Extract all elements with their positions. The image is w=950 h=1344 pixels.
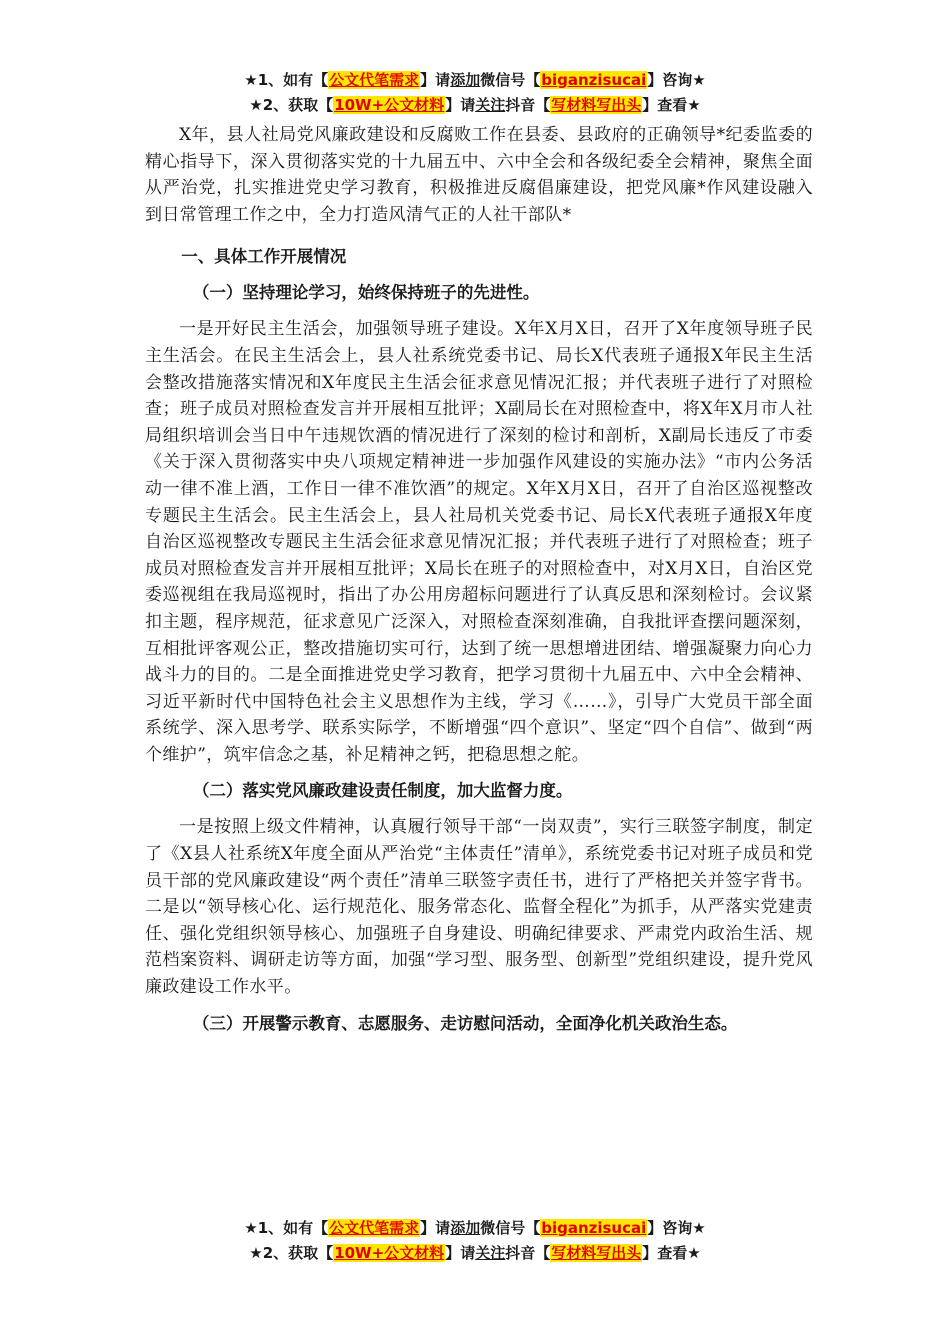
promo-highlight: 公文代笔需求 [329, 71, 420, 89]
promo-text: 】咨询★ [647, 71, 706, 89]
section-heading: 一、具体工作开展情况 [181, 247, 347, 267]
promo-line-1 [0, 68, 950, 93]
promo-text: ★2、获取【 [249, 96, 334, 114]
document-body [145, 122, 813, 1047]
promo-text: 微信号【 [480, 71, 541, 89]
promo-banner-top [0, 68, 950, 118]
promo-text: 】请 [445, 96, 476, 114]
promo-text: 】请 [445, 1244, 476, 1262]
promo-underlined: 关注 [475, 96, 506, 114]
promo-underlined: 关注 [475, 1244, 506, 1262]
promo-text: 】查看★ [642, 1244, 701, 1262]
promo-douyin-id: 写材料写出头 [551, 96, 642, 114]
promo-text: 】请 [420, 1219, 451, 1237]
promo-banner-bottom [0, 1216, 950, 1266]
promo-text: 抖音【 [505, 1244, 551, 1262]
promo-underlined: 添加 [450, 71, 481, 89]
promo-wechat-id: biganzisucai [541, 71, 647, 89]
promo-text: ★2、获取【 [249, 1244, 334, 1262]
promo-line-2 [0, 93, 950, 118]
promo-line-1 [0, 1216, 950, 1241]
promo-text: 】咨询★ [647, 1219, 706, 1237]
intro-paragraph: X年，县人社局党风廉政建设和反腐败工作在县委、县政府的正确领导*纪委监委的精心指导下，深入贯彻落实党的十九届五中、六中全会和各级纪委全会精神，聚焦全面从严治党，扎实推进党史学习教育，积极推进反腐倡廉建设，把党风廉*作风建设融入到日常管理工作之中，全力打造风清气正的人社干部队* [145, 125, 813, 225]
promo-line-2 [0, 1241, 950, 1266]
subsection-heading: （二）落实党风廉政建设责任制度，加大监督力度。 [192, 781, 573, 801]
promo-text: ★1、如有【 [244, 71, 329, 89]
promo-text: 】查看★ [642, 96, 701, 114]
promo-highlight: 10W+公文材料 [334, 96, 445, 114]
promo-highlight: 公文代笔需求 [329, 1219, 420, 1237]
promo-text: 抖音【 [505, 96, 551, 114]
subsection-heading: （一）坚持理论学习，始终保持班子的先进性。 [192, 283, 540, 303]
promo-highlight: 10W+公文材料 [334, 1244, 445, 1262]
subsection-heading: （三）开展警示教育、志愿服务、走访慰问活动，全面净化机关政治生态。 [192, 1013, 738, 1033]
promo-douyin-id: 写材料写出头 [551, 1244, 642, 1262]
body-paragraph: 一是按照上级文件精神，认真履行领导干部“一岗双责”，实行三联签字制度，制定了《X县人社系统X年度全面从严治党“主体责任”清单》，系统党委书记对班子成员和党员干部的党风廉政建设“两个责任”清单三联签字责任书，进行了严格把关并签字背书。二是以“领导核心化、运行规范化、服务常态化、监督全程化”为抓手，从严落实党建责任、强化党组织领导核心、加强班子自身建设、明确纪律要求、严肃党内政治生活、规范档案资料、调研走访等方面，加强“学习型、服务型、创新型”党组织建设，提升党风廉政建设工作水平。 [145, 817, 813, 998]
promo-underlined: 添加 [450, 1219, 481, 1237]
promo-text: 】请 [420, 71, 451, 89]
body-paragraph: 一是开好民主生活会，加强领导班子建设。X年X月X日，召开了X年度领导班子民主生活会。在民主生活会上，县人社系统党委书记、局长X代表班子通报X年民主生活会整改措施落实情况和X年度民主生活会征求意见情况汇报；并代表班子进行了对照检查；班子成员对照检查发言并开展相互批评；X副局长在对照检查中，将X年X月市人社局组织培训会当日中午违规饮酒的情况进行了深刻的检讨和剖析，X副局长违反了市委《关于深入贯彻落实中央八项规定精神进一步加强作风建设的实施办法》“市内公务活动一律不准上酒，工作日一律不准饮酒”的规定。X年X月X日，召开了自治区巡视整改专题民主生活会。民主生活会上，县人社局机关党委书记、局长X代表班子通报X年度自治区巡视整改专题民主生活会征求意见情况汇报；并代表班子进行了对照检查；班子成员对照检查发言并开展相互批评；X局长在班子的对照检查中，对X月X日，自治区党委巡视组在我局巡视时，指出了办公用房超标问题进行了认真反思和深刻检讨。会议紧扣主题，程序规范，征求意见广泛深入，对照检查深刻准确，自我批评查摆问题深刻，互相批评客观公正，整改措施切实可行，达到了统一思想增进团结、增强凝聚力向心力战斗力的目的。二是全面推进党史学习教育，把学习贯彻十九届五中、六中全会精神、习近平新时代中国特色社会主义思想作为主线，学习《……》，引导广大党员干部全面系统学、深入思考学、联系实际学，不断增强“四个意识”、坚定“四个自信”、做到“两个维护”，筑牢信念之基，补足精神之钙，把稳思想之舵。 [145, 319, 813, 765]
promo-wechat-id: biganzisucai [541, 1219, 647, 1237]
promo-text: ★1、如有【 [244, 1219, 329, 1237]
promo-text: 微信号【 [480, 1219, 541, 1237]
